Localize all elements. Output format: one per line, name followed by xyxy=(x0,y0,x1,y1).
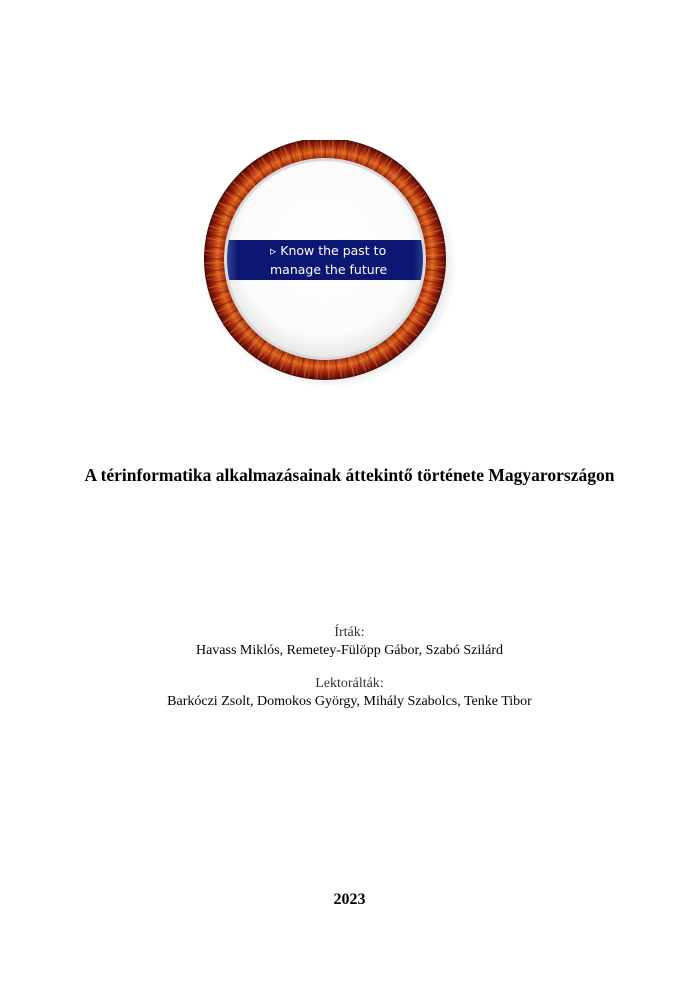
authors-list: Havass Miklós, Remetey-Fülöpp Gábor, Szabó Szilárd xyxy=(195,642,503,658)
credits-block xyxy=(0,624,699,710)
motto-line-1: ▹ Know the past to xyxy=(270,243,387,258)
motto-text xyxy=(270,241,400,279)
authors-label: Írták: xyxy=(334,625,365,640)
reviewers-label: Lektorálták: xyxy=(315,676,384,691)
publication-year: 2023 xyxy=(333,891,366,908)
reviewers-list: Barkóczi Zsolt, Domokos György, Mihály Szabolcs, Tenke Tibor xyxy=(167,693,532,709)
document-title: A térinformatika alkalmazásainak áttekintő története Magyarországon xyxy=(84,465,615,485)
motto-line-2: manage the future xyxy=(270,262,388,277)
